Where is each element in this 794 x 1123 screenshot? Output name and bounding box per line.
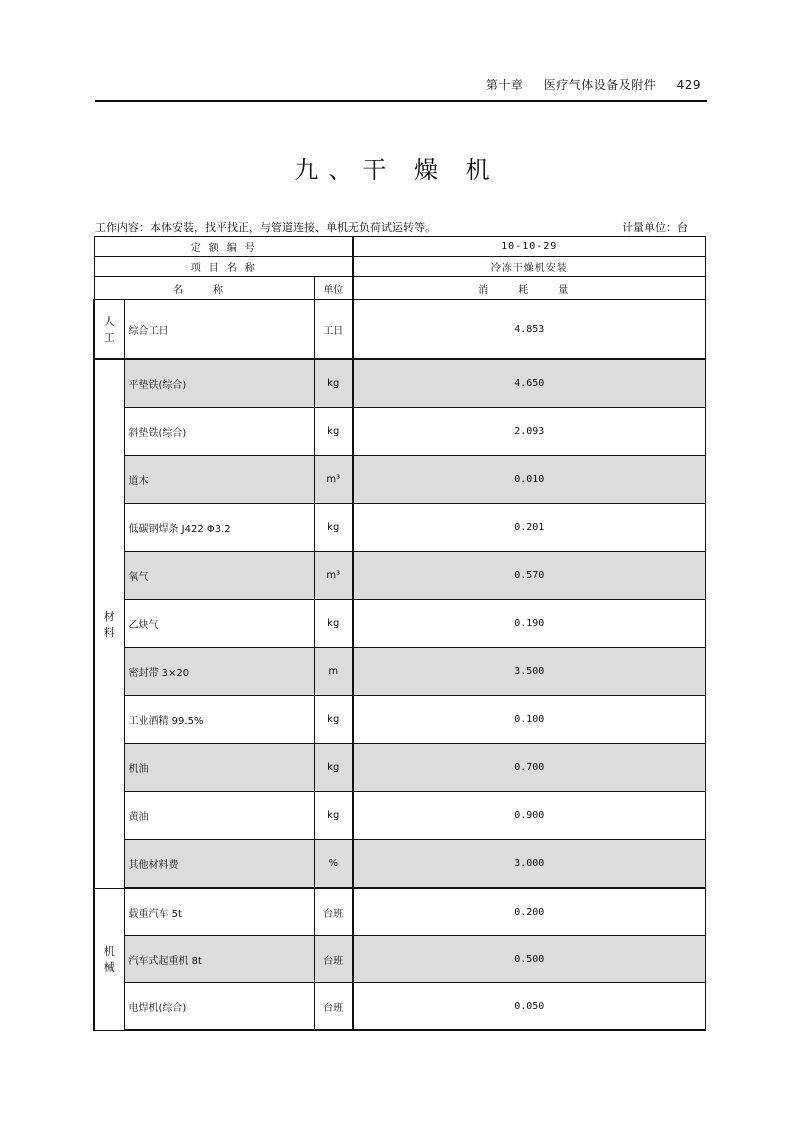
col-unit-header: 单位 (314, 277, 353, 300)
machine-section (94, 888, 705, 1030)
row-value: 0.700 (353, 744, 705, 792)
page-number: 429 (676, 78, 701, 92)
row-name: 黄油 (124, 792, 314, 840)
material-category-char: 料 (103, 625, 115, 639)
row-unit: kg (314, 359, 353, 408)
table-row (94, 936, 705, 983)
quota-table (93, 236, 706, 1031)
row-value: 3.500 (353, 648, 705, 696)
table-row (94, 300, 705, 360)
row-name: 载重汽车 5t (124, 888, 314, 936)
quota-code-label: 定 额 编 号 (94, 237, 353, 257)
table-row (94, 983, 705, 1031)
table-row (94, 696, 705, 744)
row-name: 机油 (124, 744, 314, 792)
item-name-value: 冷冻干燥机安装 (353, 257, 705, 277)
labor-category-cell (94, 300, 124, 360)
labor-category-char: 人 (103, 315, 115, 328)
quota-code-row (94, 237, 705, 257)
row-unit: % (314, 840, 353, 889)
row-value: 4.650 (353, 359, 705, 408)
row-value: 4.853 (353, 300, 705, 360)
table-row (94, 648, 705, 696)
row-value: 0.570 (353, 552, 705, 600)
machine-category-cell (94, 888, 124, 1030)
table-row (94, 552, 705, 600)
machine-category-char: 机 (103, 945, 115, 958)
row-value: 0.200 (353, 888, 705, 936)
row-unit: 台班 (314, 888, 353, 936)
work-content: 工作内容：本体安装，找平找正，与管道连接、单机无负荷试运转等。 (95, 221, 436, 234)
table-row (94, 359, 705, 408)
table-row (94, 888, 705, 936)
table-row (94, 408, 705, 456)
row-unit: kg (314, 792, 353, 840)
material-section (94, 359, 705, 888)
row-value: 0.500 (353, 936, 705, 983)
quota-code-value: 10-10-29 (353, 237, 705, 257)
row-name: 平垫铁(综合) (124, 359, 314, 408)
row-name: 低碳钢焊条 J422 Φ3.2 (124, 504, 314, 552)
item-name-row (94, 257, 705, 277)
table-row (94, 504, 705, 552)
row-value: 0.190 (353, 600, 705, 648)
row-unit: kg (314, 744, 353, 792)
row-name: 斜垫铁(综合) (124, 408, 314, 456)
page-title: 九、干 燥 机 (294, 156, 500, 184)
table-row (94, 600, 705, 648)
row-name: 乙炔气 (124, 600, 314, 648)
col-consumption-header: 消 耗 量 (353, 277, 705, 300)
row-value: 0.900 (353, 792, 705, 840)
chapter-label: 第十章 (485, 78, 524, 92)
col-name-header: 名 称 (94, 277, 314, 300)
table-row (94, 840, 705, 889)
measurement-unit: 计量单位：台 (622, 221, 688, 234)
row-unit: m³ (314, 456, 353, 504)
row-name: 电焊机(综合) (124, 983, 314, 1031)
material-category-char: 材 (103, 609, 115, 623)
row-unit: kg (314, 408, 353, 456)
labor-section (94, 300, 705, 360)
row-value: 2.093 (353, 408, 705, 456)
section-label: 医疗气体设备及附件 (543, 78, 657, 92)
row-value: 0.010 (353, 456, 705, 504)
row-name: 其他材料费 (124, 840, 314, 889)
row-name: 汽车式起重机 8t (124, 936, 314, 983)
row-name: 综合工日 (124, 300, 314, 360)
material-category-cell (94, 359, 124, 888)
row-value: 0.201 (353, 504, 705, 552)
page-header (95, 70, 707, 102)
table-row (94, 456, 705, 504)
table-row (94, 744, 705, 792)
row-unit: kg (314, 696, 353, 744)
row-name: 密封带 3×20 (124, 648, 314, 696)
labor-category-char: 工 (103, 331, 115, 344)
row-unit: 台班 (314, 983, 353, 1031)
row-unit: 台班 (314, 936, 353, 983)
row-value: 0.050 (353, 983, 705, 1031)
row-name: 工业酒精 99.5% (124, 696, 314, 744)
column-header-row (94, 277, 705, 300)
row-unit: kg (314, 600, 353, 648)
row-unit: kg (314, 504, 353, 552)
row-unit: m (314, 648, 353, 696)
row-name: 氧气 (124, 552, 314, 600)
row-unit: 工日 (314, 300, 353, 360)
row-unit: m³ (314, 552, 353, 600)
header-text (470, 76, 701, 93)
machine-category-char: 械 (103, 961, 115, 974)
table-row (94, 792, 705, 840)
row-value: 3.000 (353, 840, 705, 889)
row-value: 0.100 (353, 696, 705, 744)
item-name-label: 项 目 名 称 (94, 257, 353, 277)
row-name: 道木 (124, 456, 314, 504)
